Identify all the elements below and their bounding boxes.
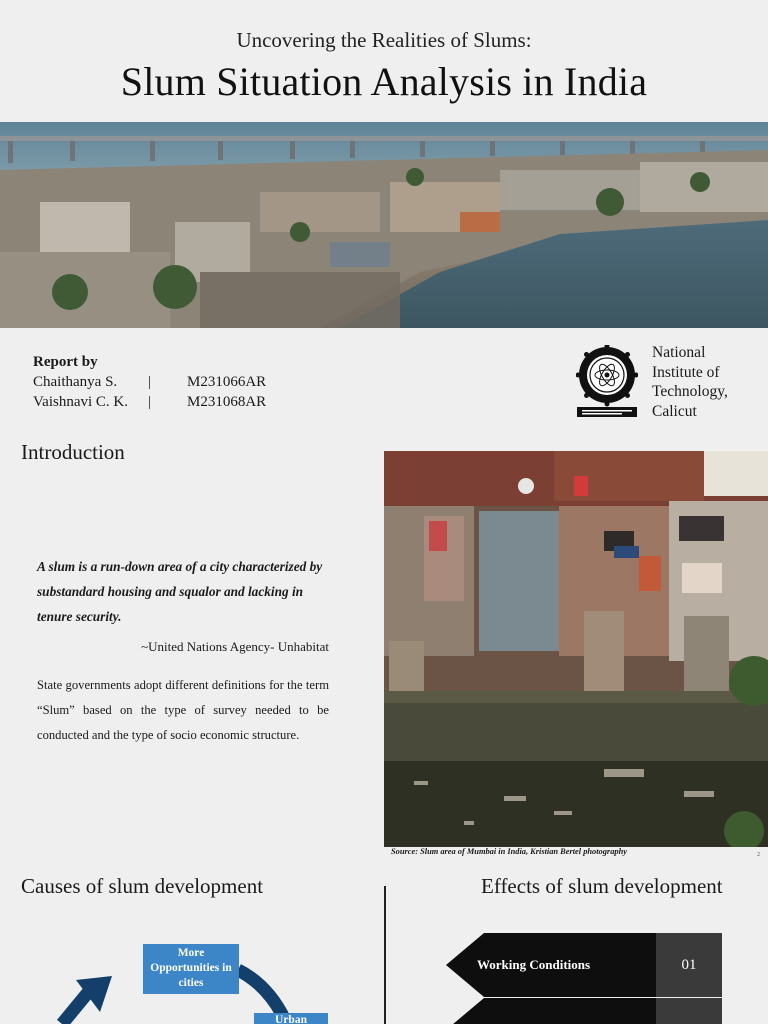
introduction-heading: Introduction xyxy=(21,440,125,464)
photo-caption: Source: Slum area of Mumbai in India, Kristian Bertel photography xyxy=(391,847,627,856)
cause-box: Urban xyxy=(254,1013,328,1024)
city-skyline-illustration xyxy=(0,122,768,328)
slum-photo xyxy=(384,451,768,847)
author-name: Vaishnavi C. K. xyxy=(33,394,128,410)
definition-quote: A slum is a run-down area of a city characterized by substandard housing and squalor and lacking in tenure security. xyxy=(37,559,323,624)
effect-label xyxy=(477,998,657,1024)
hero-city-photo xyxy=(0,122,768,328)
effect-label: Working Conditions xyxy=(477,957,591,972)
author-id: M231066AR xyxy=(187,374,267,390)
effect-item xyxy=(446,933,722,997)
intro-paragraph: State governments adopt different definitions for the term “Slum” based on the type of survey needed to be conducted and the type of socio economic structure. xyxy=(37,678,329,742)
header xyxy=(0,0,768,122)
author-separator: | xyxy=(148,374,152,390)
page-number: 2 xyxy=(757,852,760,858)
effect-number: 01 xyxy=(656,933,722,997)
author-row xyxy=(33,394,267,411)
nit-calicut-emblem-icon xyxy=(576,345,638,419)
effects-heading: Effects of slum development xyxy=(481,874,723,898)
effect-item xyxy=(446,998,722,1024)
causes-heading: Causes of slum development xyxy=(21,874,264,898)
quote-source: ~United Nations Agency- Unhabitat xyxy=(141,639,329,654)
author-id: M231068AR xyxy=(187,394,267,410)
author-separator: | xyxy=(148,394,152,410)
column-divider xyxy=(384,886,386,1024)
author-row xyxy=(33,374,267,391)
effect-number xyxy=(656,998,722,1024)
cause-box: More Opportunities in cities xyxy=(143,944,239,994)
institute-name: National Institute of Technology, Calicut xyxy=(652,344,728,420)
report-by-label: Report by xyxy=(33,354,98,370)
author-name: Chaithanya S. xyxy=(33,374,118,390)
causes-cycle-diagram xyxy=(0,930,384,1024)
page-title: Slum Situation Analysis in India xyxy=(120,59,648,104)
page-subtitle: Uncovering the Realities of Slums: xyxy=(236,28,532,52)
